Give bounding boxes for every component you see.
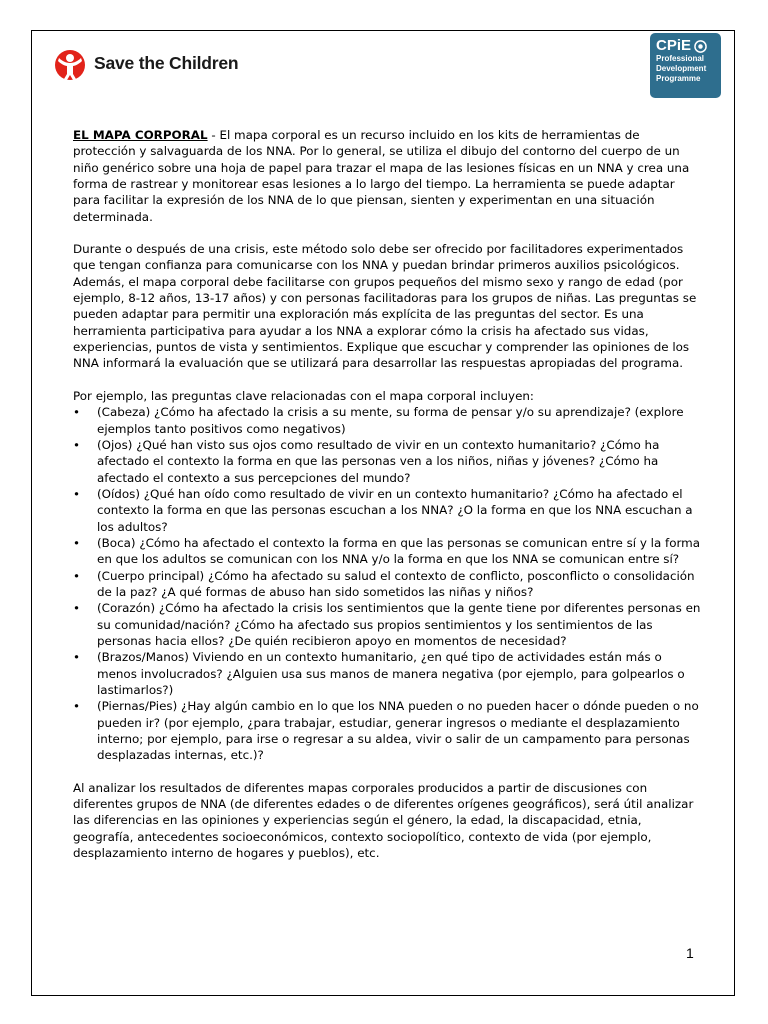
badge-line: Programme	[656, 74, 701, 83]
badge-line: Development	[656, 64, 707, 73]
child-figure-icon	[52, 41, 88, 85]
badge-title: CPiE	[656, 37, 692, 54]
questions-list	[73, 404, 703, 764]
intro-paragraph	[73, 127, 703, 225]
cpie-badge	[650, 33, 721, 98]
document-body	[73, 127, 703, 877]
list-intro: Por ejemplo, las preguntas clave relacionadas con el mapa corporal incluyen:	[73, 388, 534, 403]
intro-text: - El mapa corporal es un recurso incluido en los kits de herramientas de protección y salvaguarda de los NNA. Por lo general, se utiliza el dibujo del contorno del cuerpo de un niño genérico sobre una hoja de papel para trazar el mapa de las lesiones físicas en un NNA y crea una forma de rastrear y monitorear esas lesiones a lo largo del tiempo. La herramienta se puede adaptar para facilitar la expresión de los NNA de lo que piensan, sienten y experimentan en una situación determinada.	[73, 128, 690, 224]
list-item: • (Corazón) ¿Cómo ha afectado la crisis los sentimientos que la gente tiene por diferentes personas en su comunidad/nación? ¿Cómo ha afectado sus propios sentimientos y los sentimientos de las personas hacia ellos? ¿De quién recibieron apoyo en momentos de necesidad?	[97, 600, 703, 649]
save-the-children-logo	[52, 40, 238, 86]
section-heading: EL MAPA CORPORAL	[73, 128, 208, 142]
paragraph-2: Durante o después de una crisis, este método solo debe ser ofrecido por facilitadores experimentados que tengan confianza para comunicarse con los NNA y puedan brindar primeros auxilios psicológicos. Además, el mapa corporal debe facilitarse con grupos pequeños del mismo sexo y rango de edad (por ejemplo, 8-12 años, 13-17 años) y con personas facilitadoras para los grupos de niñas. Las preguntas se pueden adaptar para permitir una exploración más explícita de las preguntas del sector. Es una herramienta participativa para ayudar a los NNA a explorar cómo la crisis ha afectado sus vidas, experiencias, puntos de vista y sentimientos. Explique que escuchar y comprender las opiniones de los NNA informará la evaluación que se utilizará para desarrollar las respuestas apropiadas del programa.	[73, 242, 697, 371]
list-item: • (Ojos) ¿Qué han visto sus ojos como resultado de vivir en un contexto humanitario? ¿Cómo ha afectado el contexto la forma en que las personas ven a los niños, niñas y jóvenes? ¿Cómo ha afectado el contexto a sus percepciones del mundo?	[97, 437, 703, 486]
list-item: • (Brazos/Manos) Viviendo en un contexto humanitario, ¿en qué tipo de actividades están más o menos involucrados? ¿Alguien usa sus manos de manera negativa (por ejemplo, para golpearlos o lastimarlos?)	[97, 649, 703, 698]
list-item: • (Oídos) ¿Qué han oído como resultado de vivir en un contexto humanitario? ¿Cómo ha afectado el contexto la forma en que las personas escuchan a los NNA? ¿O la forma en que los NNA escuchan a los adultos?	[97, 486, 703, 535]
page-number: 1	[686, 945, 694, 961]
badge-line: Professional	[656, 54, 705, 63]
list-item: • (Cabeza) ¿Cómo ha afectado la crisis a su mente, su forma de pensar y/o su aprendizaje? (explore ejemplos tanto positivos como negativos)	[97, 404, 703, 437]
org-name: Save the Children	[94, 52, 239, 73]
closing-paragraph: Al analizar los resultados de diferentes mapas corporales producidos a partir de discusiones con diferentes grupos de NNA (de diferentes edades o de diferentes orígenes geográficos), será útil analizar las diferencias en las opiniones y experiencias según el género, la edad, la discapacidad, etnia, geografía, antecedentes socioeconómicos, contexto sociopolítico, contexto de vida (por ejemplo, desplazamiento interno de hogares y pueblos), etc.	[73, 780, 694, 861]
list-item: • (Cuerpo principal) ¿Cómo ha afectado su salud el contexto de conflicto, posconflicto o consolidación de la paz? ¿A qué formas de abuso han sido sometidos las niñas y niños?	[97, 568, 703, 601]
globe-icon	[694, 40, 707, 53]
list-item: • (Boca) ¿Cómo ha afectado el contexto la forma en que las personas se comunican entre sí y la forma en que los adultos se comunican con los NNA y/o la forma en que los NNA se comunican entre sí?	[97, 535, 703, 568]
list-item: • (Piernas/Pies) ¿Hay algún cambio en lo que los NNA pueden o no pueden hacer o dónde pueden o no pueden ir? (por ejemplo, ¿para trabajar, estudiar, generar ingresos o mediante el desplazamiento interno; por ejemplo, para irse o regresar a su aldea, vivir o salir de un campamento para personas desplazadas internas, etc.)?	[97, 698, 703, 763]
